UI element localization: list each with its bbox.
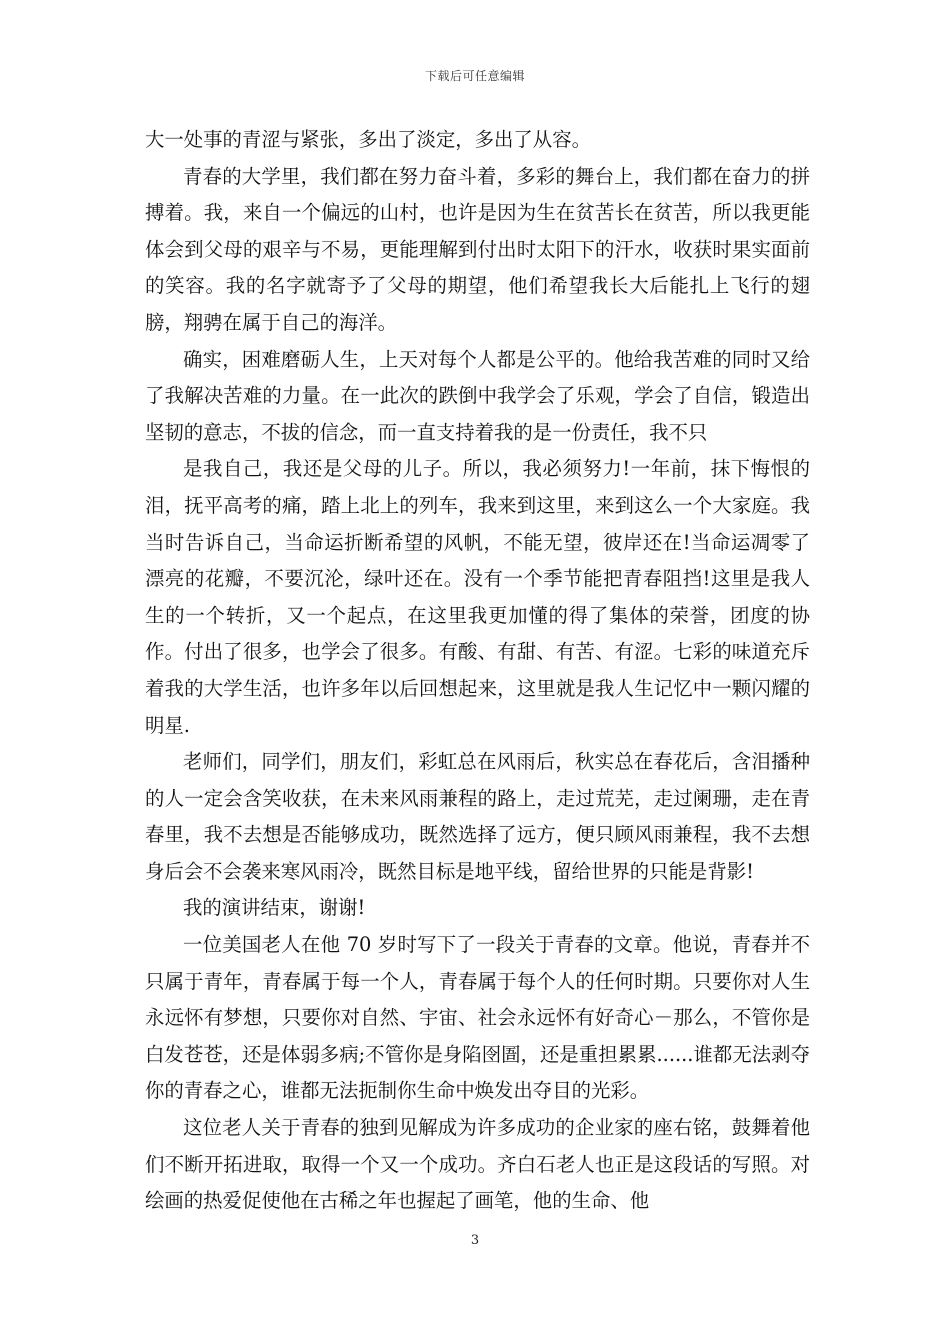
paragraph-4: 是我自己，我还是父母的儿子。所以，我必须努力!一年前，抹下悔恨的泪，抚平高考的痛，踏上北上的列车，我来到这里，来到这么一个大家庭。我当时告诉自己，当命运折断希望的风帆，不能无望，彼岸还在!当命运凋零了漂亮的花瓣，不要沉沦，绿叶还在。没有一个季节能把青春阻挡!这里是我人生的一个转折，又一个起点，在这里我更加懂的得了集体的荣誉，团度的协作。付出了很多，也学会了很多。有酸、有甜、有苦、有涩。七彩的味道充斥着我的大学生活，也许多年以后回想起来，这里就是我人生记忆中一颗闪耀的明星. (145, 457, 810, 737)
document-body (145, 122, 810, 1220)
paragraph-2: 青春的大学里，我们都在努力奋斗着，多彩的舞台上，我们都在奋力的拼搏着。我，来自一个偏远的山村，也许是因为生在贫苦长在贫苦，所以我更能体会到父母的艰辛与不易，更能理解到付出时太阳下的汗水，收获时果实面前的笑容。我的名字就寄予了父母的期望，他们希望我长大后能扎上飞行的翅膀，翔骋在属于自己的海洋。 (145, 164, 810, 334)
paragraph-3: 确实，困难磨砺人生，上天对每个人都是公平的。他给我苦难的同时又给了我解决苦难的力量。在一此次的跌倒中我学会了乐观，学会了自信，锻造出坚韧的意志，不拔的信念，而一直支持着我的是一份责任，我不只 (145, 347, 810, 444)
page-number: 3 (470, 1233, 480, 1248)
paragraph-5: 老师们，同学们，朋友们，彩虹总在风雨后，秋实总在春花后，含泪播种的人一定会含笑收获，在未来风雨兼程的路上，走过荒芜，走过阑珊，走在青春里，我不去想是否能够成功，既然选择了远方，便只顾风雨兼程，我不去想身后会不会袭来寒风雨冷，既然目标是地平线，留给世界的只能是背影! (145, 750, 810, 883)
paragraph-1: 大一处事的青涩与紧张，多出了淡定，多出了从容。 (145, 128, 591, 151)
paragraph-6: 我的演讲结束，谢谢! (183, 896, 366, 920)
paragraph-8: 这位老人关于青春的独到见解成为许多成功的企业家的座右铭，鼓舞着他们不断开拓进取，取得一个又一个成功。齐白石老人也正是这段话的写照。对绘画的热爱促使他在古稀之年也握起了画笔，他的生命、他 (145, 1116, 810, 1213)
page-header: 下载后可任意编辑 (424, 69, 525, 83)
paragraph-7: 一位美国老人在他 70 岁时写下了一段关于青春的文章。他说，青春并不只属于青年，青春属于每一个人，青春属于每个人的任何时期。只要你对人生永远怀有梦想，只要你对自然、宇宙、社会永远怀有好奇心－那么，不管你是白发苍苍，还是体弱多病;不管你是身陷囹圄，还是重担累累......谁都无法剥夺你的青春之心，谁都无法扼制你生命中焕发出夺目的光彩。 (145, 933, 810, 1103)
